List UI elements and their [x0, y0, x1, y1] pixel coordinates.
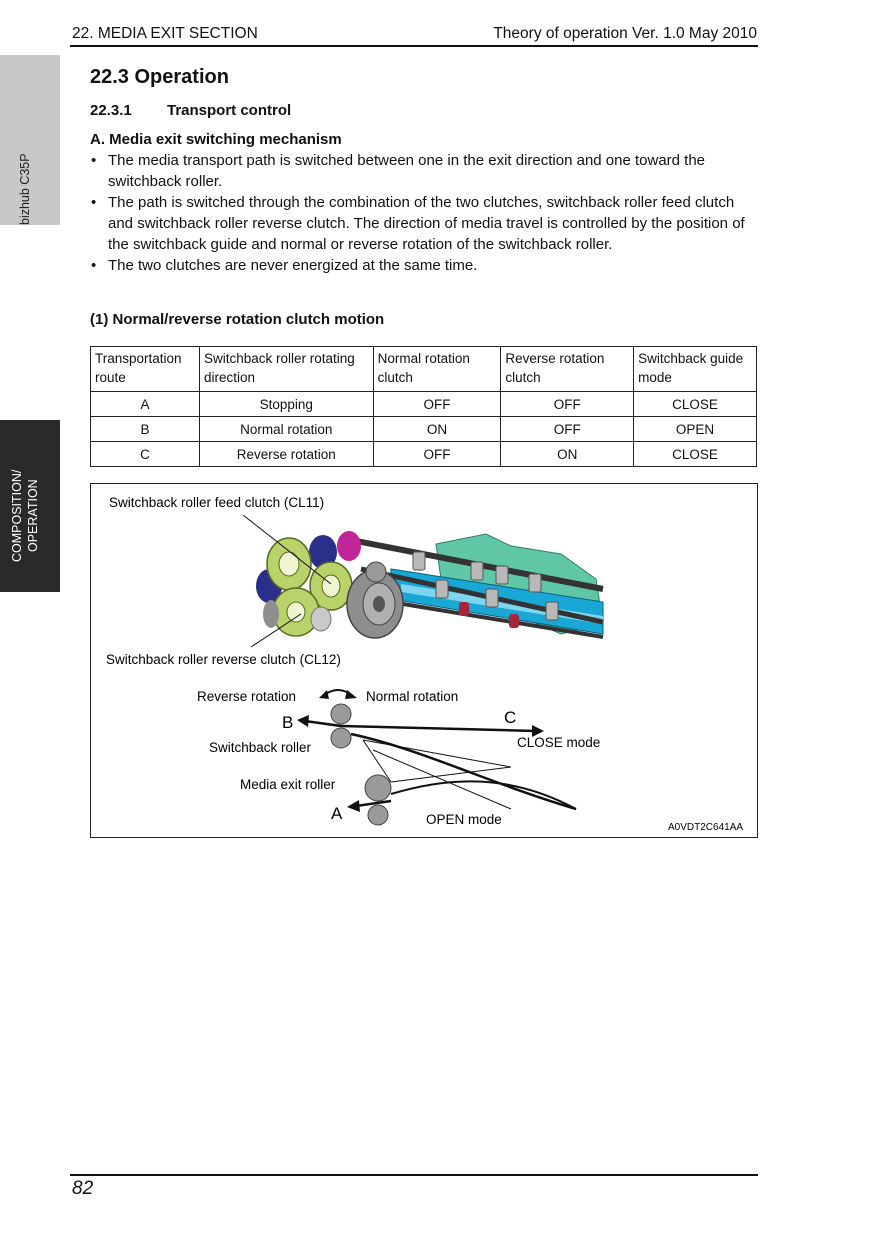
bullet-item: • The media transport path is switched between one in the exit direction and one toward the switchback roller.: [90, 150, 760, 192]
subsection-number: 22.3.1: [90, 102, 132, 119]
route-a-label: A: [331, 804, 343, 823]
motion-heading: (1) Normal/reverse rotation clutch motion: [90, 311, 385, 328]
table-cell: OFF: [501, 417, 634, 442]
route-b-label: B: [282, 713, 294, 732]
bullet-item: • The two clutches are never energized at the same time.: [90, 255, 760, 276]
clutch-motion-table: [90, 346, 757, 467]
table-cell: OFF: [501, 392, 634, 417]
bullet-item: • The path is switched through the combination of the two clutches, switchback roller feed clutch and switchback roller reverse clutch. The direction of media travel is controlled by the position of the switchback guide and normal or reverse rotation of the switchback roller.: [90, 192, 760, 255]
figure-drawing: [91, 484, 757, 837]
header-rule: [70, 45, 758, 47]
switchback-guide-open-curve: [391, 781, 576, 809]
mechanism-illustration: [256, 531, 603, 638]
media-exit-roller-upper: [365, 775, 391, 801]
table-header-row: [91, 347, 757, 392]
close-mode-label: CLOSE mode: [517, 735, 601, 750]
route-a-arrow-icon: [347, 800, 360, 812]
header-doc-title: Theory of operation Ver. 1.0 May 2010: [493, 25, 757, 42]
table-row: [91, 417, 757, 442]
table-header-cell: Switchback guide mode: [634, 347, 757, 392]
open-mode-label: OPEN mode: [426, 812, 502, 827]
table-cell: ON: [373, 417, 501, 442]
media-exit-roller-label: Media exit roller: [240, 777, 336, 792]
subsection-heading: [90, 102, 291, 119]
table-cell: C: [91, 442, 200, 467]
bullet-list: [90, 150, 760, 276]
table-cell: CLOSE: [634, 392, 757, 417]
switchback-roller-lower: [331, 728, 351, 748]
route-c-label: C: [504, 708, 517, 727]
table-cell: Normal rotation: [199, 417, 373, 442]
category-side-tab-line2: OPERATION: [26, 479, 40, 552]
switchback-roller-label: Switchback roller: [209, 740, 312, 755]
model-side-tab-label: bizhub C35P: [18, 153, 32, 225]
table-row: [91, 392, 757, 417]
table-cell: OPEN: [634, 417, 757, 442]
footer-rule: [70, 1174, 758, 1176]
switching-mechanism-figure: [90, 483, 758, 838]
normal-rotation-label: Normal rotation: [366, 689, 459, 704]
table-cell: ON: [501, 442, 634, 467]
table-cell: B: [91, 417, 200, 442]
reverse-rotation-label: Reverse rotation: [197, 689, 297, 704]
section-title: 22.3 Operation: [90, 66, 229, 88]
model-side-tab: [0, 55, 60, 225]
route-b-arrow-icon: [297, 715, 309, 727]
reverse-clutch-label: Switchback roller reverse clutch (CL12): [106, 652, 341, 667]
table-cell: Stopping: [199, 392, 373, 417]
table-header-cell: Normal rotation clutch: [373, 347, 501, 392]
page-number: 82: [72, 1178, 94, 1199]
table-cell: OFF: [373, 392, 501, 417]
table-header-cell: Reverse rotation clutch: [501, 347, 634, 392]
table-row: [91, 442, 757, 467]
table-header-cell: Switchback roller rotating direction: [199, 347, 373, 392]
paragraph-heading: A. Media exit switching mechanism: [90, 131, 342, 148]
category-side-tab-line1: COMPOSITION/: [10, 469, 24, 562]
subsection-title: Transport control: [167, 102, 292, 119]
switchback-roller-upper: [331, 704, 351, 724]
table-cell: A: [91, 392, 200, 417]
table-header-cell: Transportation route: [91, 347, 200, 392]
figure-code: A0VDT2C641AA: [668, 822, 744, 833]
table-cell: CLOSE: [634, 442, 757, 467]
table-cell: OFF: [373, 442, 501, 467]
media-exit-roller-lower: [368, 805, 388, 825]
feed-clutch-label: Switchback roller feed clutch (CL11): [109, 495, 325, 510]
category-side-tab: [0, 420, 60, 592]
table-cell: Reverse rotation: [199, 442, 373, 467]
header-section: 22. MEDIA EXIT SECTION: [72, 25, 258, 42]
